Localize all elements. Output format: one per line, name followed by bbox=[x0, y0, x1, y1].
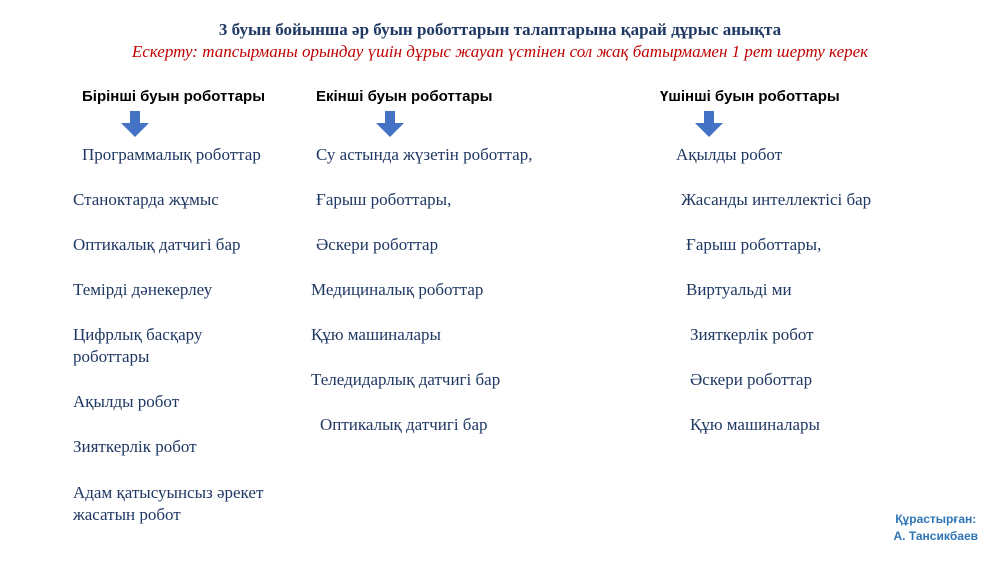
answer-option[interactable]: Медициналық роботтар bbox=[311, 280, 484, 299]
answer-option[interactable]: Цифрлық басқару роботтары bbox=[73, 325, 203, 366]
instruction-note: Ескерту: тапсырманы орындау үшін дұрыс жауап үстінен сол жақ батырмамен 1 рет шерту керек bbox=[131, 42, 869, 61]
down-arrow-icon bbox=[121, 111, 149, 137]
answer-option[interactable]: Адам қатысуынсыз әрекет жасатын робот bbox=[73, 483, 264, 524]
answer-option[interactable]: Ақылды робот bbox=[676, 145, 783, 164]
answer-option[interactable]: Виртуальді ми bbox=[686, 280, 792, 299]
answer-option[interactable]: Су астында жүзетін роботтар, bbox=[316, 145, 533, 164]
author-credit bbox=[894, 511, 978, 545]
down-arrow-icon bbox=[376, 111, 404, 137]
answer-option[interactable]: Әскери роботтар bbox=[690, 370, 813, 389]
answer-option[interactable]: Оптикалық датчигі бар bbox=[73, 235, 241, 254]
answer-option[interactable]: Программалық роботтар bbox=[82, 145, 261, 164]
answer-option[interactable]: Құю машиналары bbox=[311, 325, 441, 344]
answer-option[interactable]: Темірді дәнекерлеу bbox=[73, 280, 213, 299]
answer-option[interactable]: Зияткерлік робот bbox=[690, 325, 814, 344]
answer-option[interactable]: Ғарыш роботтары, bbox=[316, 190, 452, 209]
column-heading-third-generation: Үшінші буын роботтары bbox=[660, 88, 840, 105]
page-title: 3 буын бойынша әр буын роботтарын талаптарына қарай дұрыс анықта bbox=[218, 20, 782, 39]
answer-option[interactable]: Станоктарда жұмыс bbox=[73, 190, 219, 209]
answer-option[interactable]: Ғарыш роботтары, bbox=[686, 235, 822, 254]
credit-label: Құрастырған: bbox=[895, 512, 977, 526]
column-heading-first-generation: Бірінші буын роботтары bbox=[82, 88, 266, 105]
answer-option[interactable]: Жасанды интеллектісі бар bbox=[681, 190, 872, 209]
answer-option[interactable]: Ақылды робот bbox=[73, 392, 180, 411]
answer-option[interactable]: Зияткерлік робот bbox=[73, 437, 197, 456]
down-arrow-icon bbox=[695, 111, 723, 137]
answer-option[interactable]: Әскери роботтар bbox=[316, 235, 439, 254]
answer-option[interactable]: Құю машиналары bbox=[690, 415, 820, 434]
column-heading-second-generation: Екінші буын роботтары bbox=[316, 88, 493, 105]
credit-author: А. Тансикбаев bbox=[893, 529, 978, 543]
answer-option[interactable]: Оптикалық датчигі бар bbox=[320, 415, 488, 434]
answer-option[interactable]: Теледидарлық датчигі бар bbox=[311, 370, 501, 389]
